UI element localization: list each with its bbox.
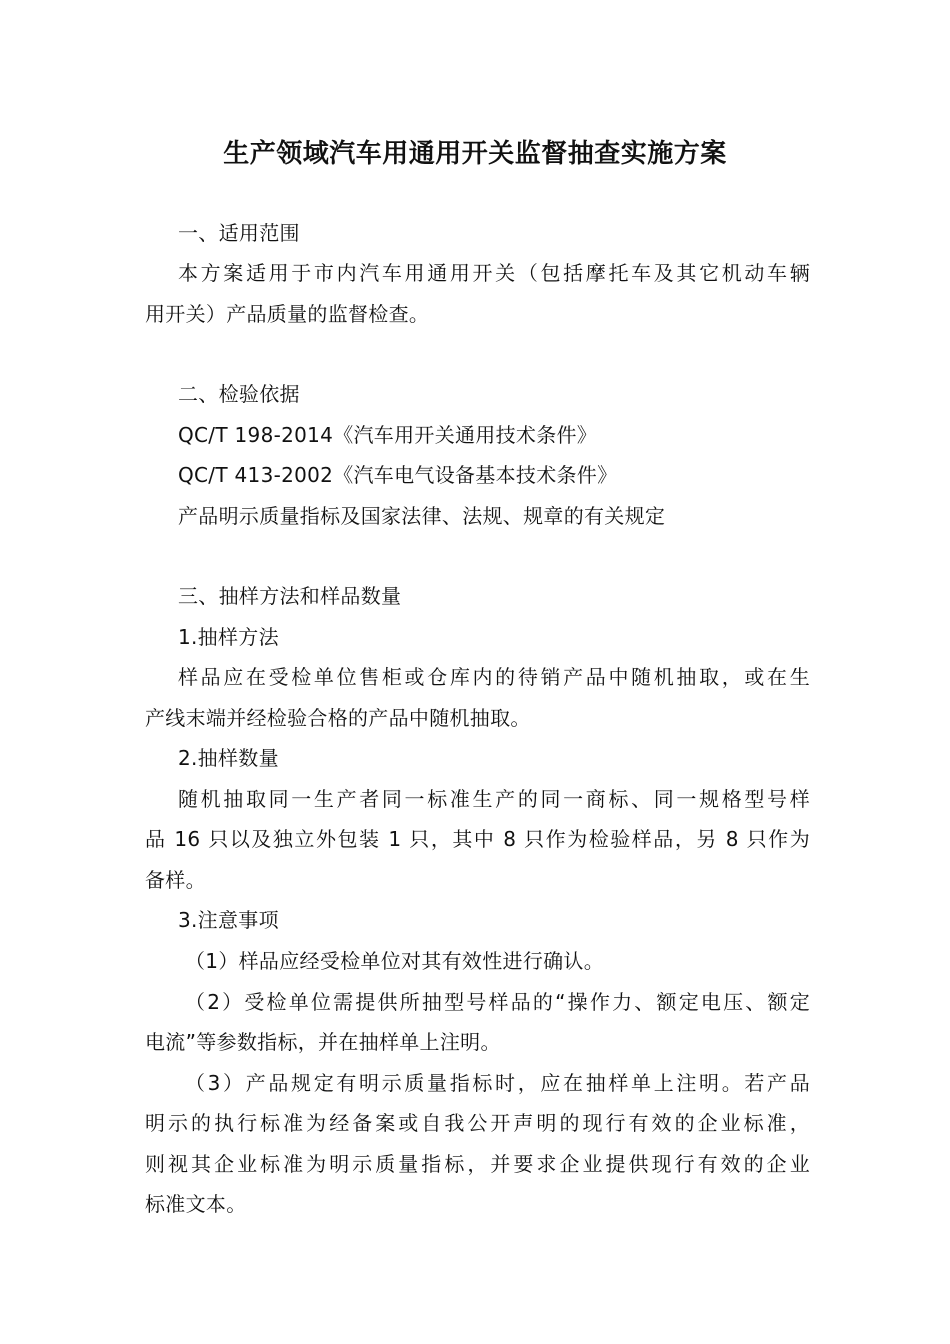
note-item: 明示的执行标准为经备案或自我公开声明的现行有效的企业标准， — [145, 1111, 810, 1135]
note-item: 则视其企业标准为明示质量指标，并要求企业提供现行有效的企业 — [145, 1152, 810, 1176]
note-item: （3）产品规定有明示质量指标时，应在抽样单上注明。若产品 — [185, 1071, 810, 1095]
section3-heading: 三、抽样方法和样品数量 — [178, 584, 402, 608]
subsection-heading: 1.抽样方法 — [178, 625, 279, 649]
paragraph-line: 备样。 — [145, 868, 206, 892]
paragraph-line: 品 16 只以及独立外包装 1 只，其中 8 只作为检验样品，另 8 只作为 — [145, 827, 810, 851]
paragraph-line: 产线末端并经检验合格的产品中随机抽取。 — [145, 706, 531, 730]
section1-paragraph-line: 用开关）产品质量的监督检查。 — [145, 302, 430, 326]
paragraph-line: 随机抽取同一生产者同一标准生产的同一商标、同一规格型号样 — [178, 787, 810, 811]
standard-item: QC/T 198-2014《汽车用开关通用技术条件》 — [178, 423, 598, 447]
note-item: 电流”等参数指标，并在抽样单上注明。 — [145, 1030, 501, 1054]
section1-paragraph-line: 本方案适用于市内汽车用通用开关（包括摩托车及其它机动车辆 — [178, 261, 810, 285]
note-item: 标准文本。 — [145, 1192, 247, 1216]
document-title: 生产领域汽车用通用开关监督抽查实施方案 — [223, 139, 727, 169]
section1-heading: 一、适用范围 — [178, 221, 300, 245]
note-item: （2）受检单位需提供所抽型号样品的“操作力、额定电压、额定 — [185, 990, 810, 1014]
note-item: （1）样品应经受检单位对其有效性进行确认。 — [185, 949, 605, 973]
standard-item: QC/T 413-2002《汽车电气设备基本技术条件》 — [178, 463, 618, 487]
subsection-heading: 3.注意事项 — [178, 908, 279, 932]
section2-heading: 二、检验依据 — [178, 382, 300, 406]
standard-item: 产品明示质量指标及国家法律、法规、规章的有关规定 — [178, 504, 666, 528]
paragraph-line: 样品应在受检单位售柜或仓库内的待销产品中随机抽取，或在生 — [178, 665, 810, 689]
subsection-heading: 2.抽样数量 — [178, 746, 279, 770]
